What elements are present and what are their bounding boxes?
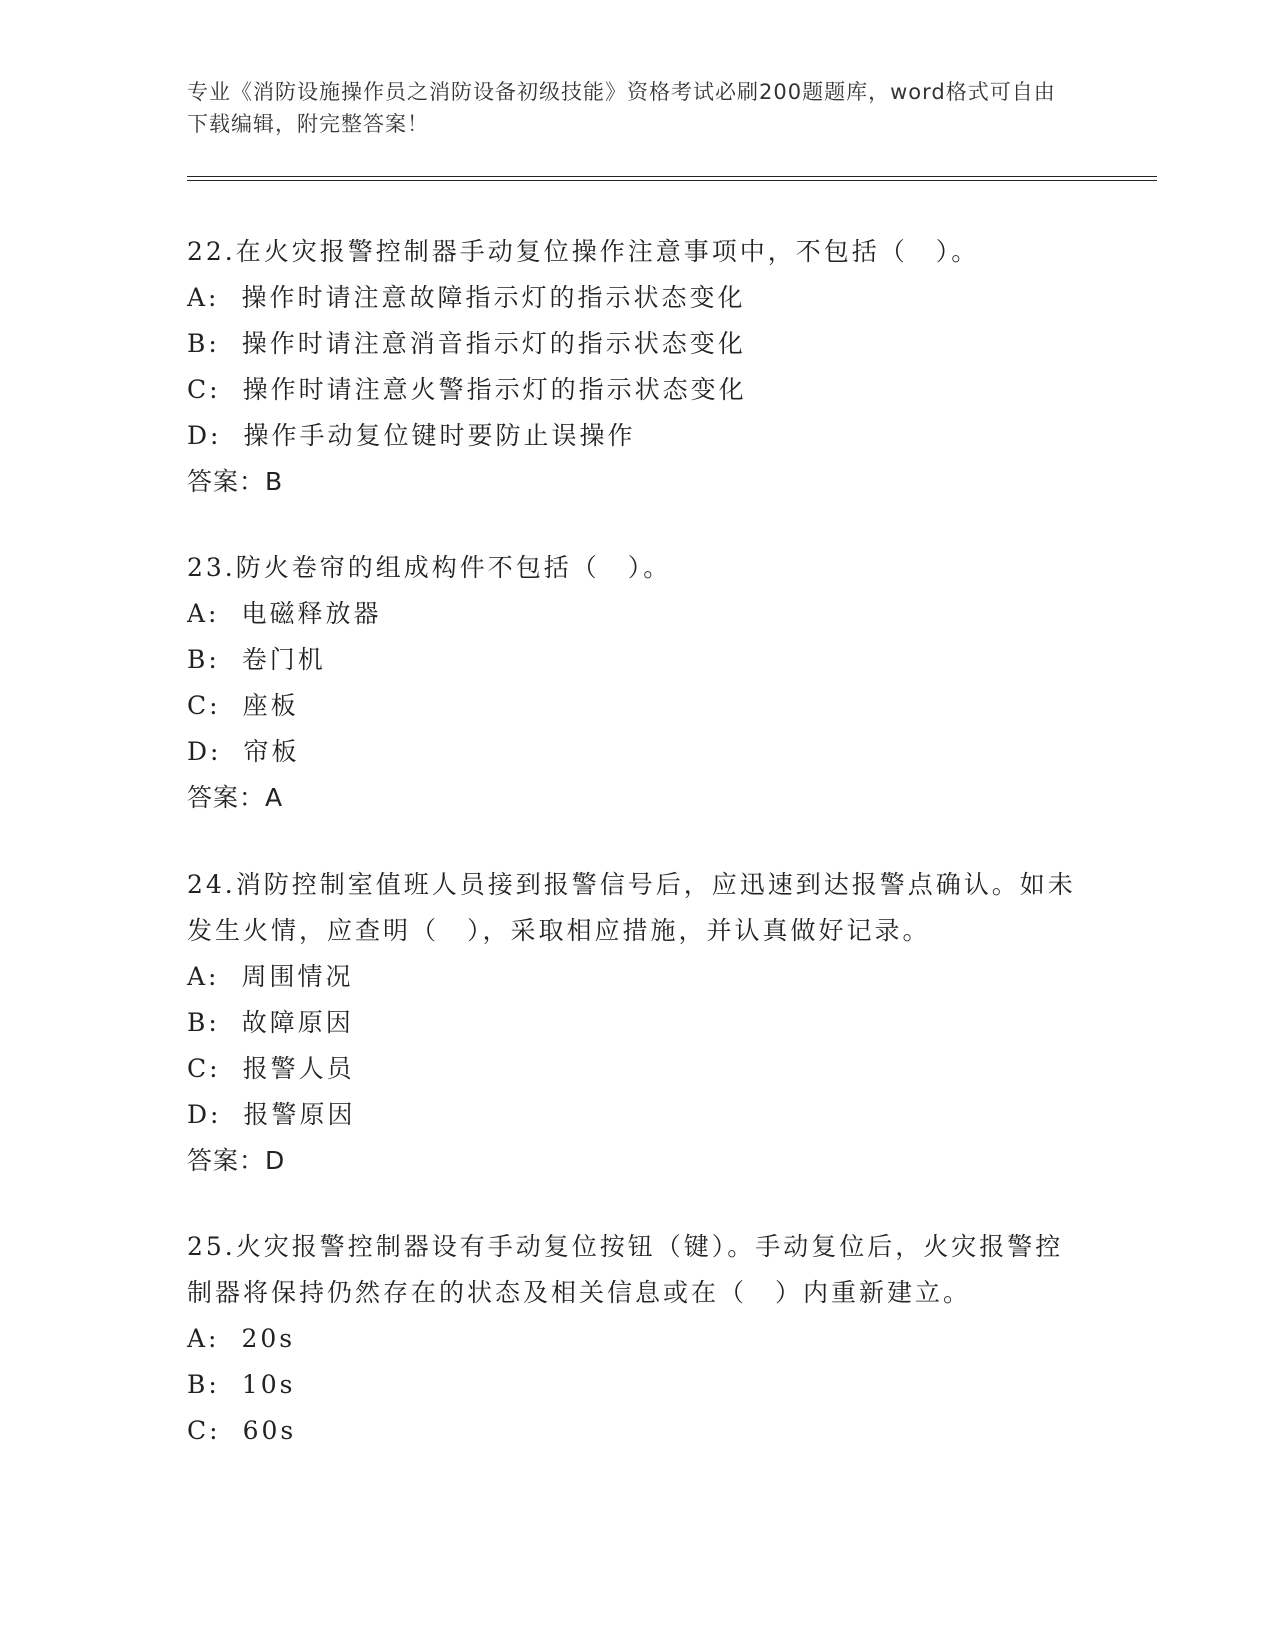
question-23 — [187, 545, 1077, 821]
option-text: 故障原因 — [241, 1008, 354, 1037]
option-b — [187, 1000, 1077, 1046]
option-text: 操作时请注意火警指示灯的指示状态变化 — [242, 375, 747, 404]
option-letter: B: — [187, 329, 220, 358]
option-letter: A: — [187, 599, 220, 628]
question-stem: 22.在火灾报警控制器手动复位操作注意事项中，不包括（ ）。 — [187, 237, 980, 266]
option-text: 操作时请注意故障指示灯的指示状态变化 — [241, 283, 746, 312]
option-c — [187, 1046, 1077, 1092]
option-letter: C: — [187, 691, 221, 720]
question-22 — [187, 229, 1077, 505]
option-a — [187, 275, 1077, 321]
option-b — [187, 321, 1077, 367]
option-a — [187, 1316, 1077, 1362]
option-text: 座板 — [242, 691, 299, 720]
option-d — [187, 1092, 1077, 1138]
header-rule-bottom — [187, 180, 1157, 181]
option-text: 帘板 — [243, 737, 300, 766]
option-letter: D: — [187, 737, 222, 766]
option-text: 电磁释放器 — [241, 599, 382, 628]
answer-line: 答案：D — [187, 1146, 286, 1175]
answer-line: 答案：A — [187, 783, 284, 812]
option-b — [187, 637, 1077, 683]
option-letter: A: — [187, 283, 220, 312]
option-letter: B: — [187, 645, 220, 674]
option-d — [187, 413, 1077, 459]
option-text: 60s — [242, 1416, 297, 1445]
option-text: 卷门机 — [241, 645, 326, 674]
option-a — [187, 954, 1077, 1000]
option-c — [187, 683, 1077, 729]
option-c — [187, 1408, 1077, 1454]
question-stem: 25.火灾报警控制器设有手动复位按钮（键）。手动复位后，火灾报警控制器将保持仍然存在的状态及相关信息或在（ ）内重新建立。 — [187, 1232, 1064, 1307]
option-text: 报警原因 — [243, 1100, 356, 1129]
option-letter: C: — [187, 1054, 221, 1083]
option-letter: D: — [187, 1100, 222, 1129]
option-text: 操作时请注意消音指示灯的指示状态变化 — [241, 329, 746, 358]
option-letter: B: — [187, 1370, 220, 1399]
question-stem: 24.消防控制室值班人员接到报警信号后，应迅速到达报警点确认。如未发生火情，应查明（ ），采取相应措施，并认真做好记录。 — [187, 870, 1076, 945]
option-text: 周围情况 — [241, 962, 354, 991]
question-25 — [187, 1224, 1077, 1454]
option-letter: A: — [187, 1324, 220, 1353]
option-b — [187, 1362, 1077, 1408]
header-rule-top — [187, 176, 1157, 177]
option-c — [187, 367, 1077, 413]
option-text: 10s — [241, 1370, 296, 1399]
option-letter: C: — [187, 375, 221, 404]
question-stem: 23.防火卷帘的组成构件不包括（ ）。 — [187, 553, 672, 582]
option-text: 报警人员 — [242, 1054, 355, 1083]
document-intro: 专业《消防设施操作员之消防设备初级技能》资格考试必刷200题题库，word格式可自由下载编辑，附完整答案！ — [187, 80, 1056, 136]
option-letter: A: — [187, 962, 220, 991]
option-text: 20s — [241, 1324, 296, 1353]
option-letter: C: — [187, 1416, 221, 1445]
question-24 — [187, 862, 1077, 1184]
answer-line: 答案：B — [187, 467, 284, 496]
option-letter: B: — [187, 1008, 220, 1037]
option-text: 操作手动复位键时要防止误操作 — [243, 421, 636, 450]
option-d — [187, 729, 1077, 775]
option-a — [187, 591, 1077, 637]
option-letter: D: — [187, 421, 222, 450]
